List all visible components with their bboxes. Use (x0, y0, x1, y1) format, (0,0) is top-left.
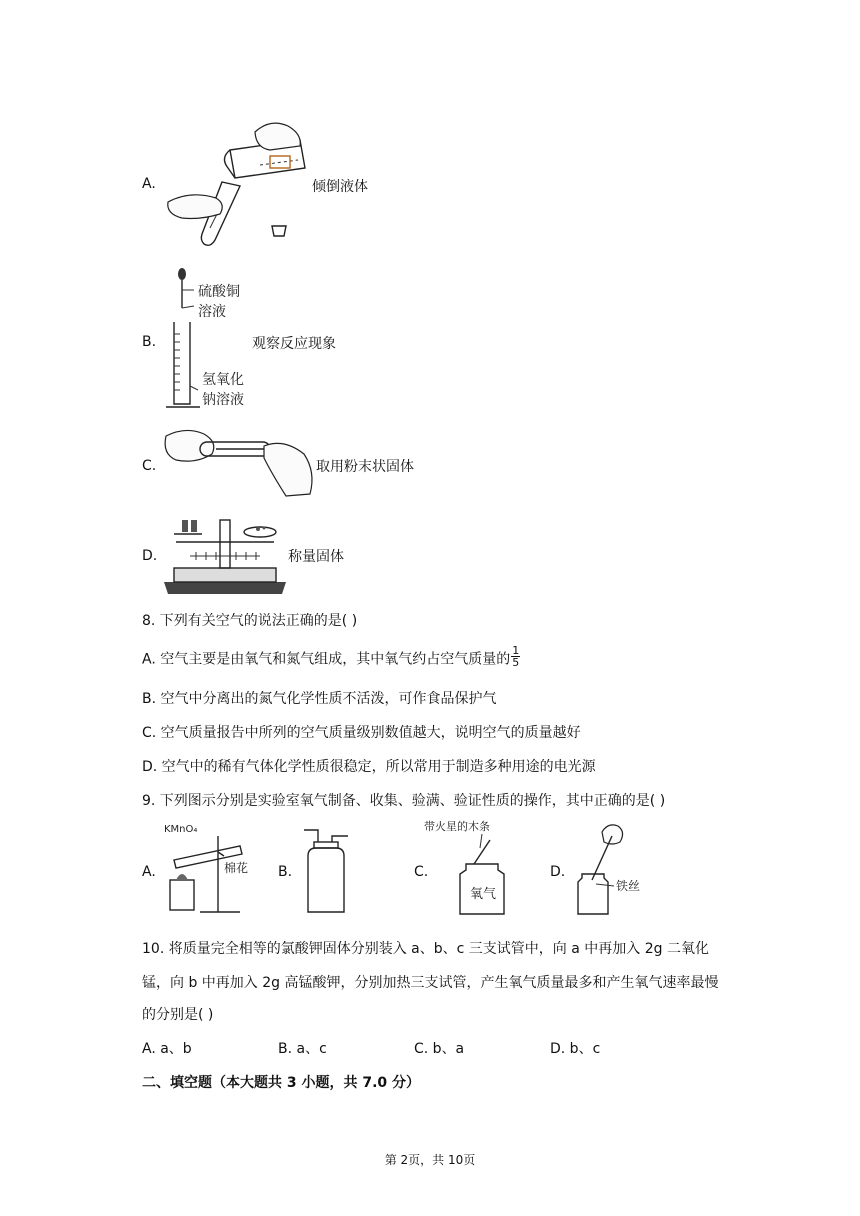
option-label: B. (278, 864, 293, 880)
fraction-numerator: 1 (512, 644, 520, 657)
question-stem-line: 锰，向 b 中再加入 2g 高锰酸钾，分别加热三支试管，产生氧气质量最多和产生氧气速率最慢 (142, 975, 719, 991)
powder-spatula-illustration (160, 424, 320, 504)
fig-label: 钠溶液 (202, 392, 244, 408)
option-label: B. (142, 334, 157, 350)
option-text: A. 空气主要是由氧气和氮气组成，其中氧气约占空气质量的 (142, 651, 511, 668)
gas-bottle-illustration (296, 826, 356, 916)
glowing-splint-illustration (424, 818, 544, 918)
fraction-denominator: 5 (512, 656, 520, 669)
option-caption: 观察反应现象 (252, 336, 336, 352)
option-label: D. (142, 548, 158, 564)
fig-label: 氢氧化 (202, 372, 244, 388)
fig-label: 带火星的木条 (424, 820, 490, 833)
fig-label: 硫酸铜 (198, 284, 240, 300)
question-stem: 8. 下列有关空气的说法正确的是( ) (142, 613, 358, 629)
fig-label: 溶液 (198, 304, 226, 320)
fig-label: 铁丝 (616, 879, 641, 893)
option-caption: 称量固体 (288, 549, 344, 565)
fraction (511, 645, 520, 668)
option-b: B. a、c (278, 1041, 327, 1057)
option-caption: 取用粉末状固体 (316, 459, 414, 475)
section-heading: 二、填空题（本大题共 3 小题，共 7.0 分） (142, 1075, 421, 1091)
iron-wire-illustration (568, 818, 668, 918)
option-label: C. (142, 458, 157, 474)
dropper-cylinder-illustration (160, 264, 260, 414)
page-footer: 第 2页，共 10页 (384, 1153, 476, 1167)
balance-illustration (160, 512, 290, 598)
option-label: A. (142, 864, 156, 880)
fig-label: KMnO₄ (164, 824, 198, 835)
option-a: A. a、b (142, 1041, 192, 1057)
question-stem-line: 10. 将质量完全相等的氯酸钾固体分别装入 a、b、c 三支试管中，向 a 中再加入 2g 二氧化 (142, 941, 709, 957)
option-c: C. b、a (414, 1041, 465, 1057)
pouring-liquid-illustration (160, 120, 315, 250)
fig-label: 氧气 (470, 887, 497, 902)
option-label: D. (550, 864, 566, 880)
option-caption: 倾倒液体 (312, 179, 368, 195)
kmno4-heating-illustration (160, 820, 250, 920)
option-label: A. (142, 176, 156, 192)
option-b: B. 空气中分离出的氮气化学性质不活泼，可作食品保护气 (142, 691, 497, 707)
fig-label: 棉花 (224, 861, 249, 875)
option-d: D. 空气中的稀有气体化学性质很稳定，所以常用于制造多种用途的电光源 (142, 759, 596, 775)
question-stem-line: 的分别是( ) (142, 1007, 214, 1023)
question-stem: 9. 下列图示分别是实验室氧气制备、收集、验满、验证性质的操作，其中正确的是( ) (142, 793, 666, 809)
option-d: D. b、c (550, 1041, 601, 1057)
option-a (142, 644, 520, 671)
option-label: C. (414, 864, 429, 880)
option-c: C. 空气质量报告中所列的空气质量级别数值越大，说明空气的质量越好 (142, 725, 581, 741)
